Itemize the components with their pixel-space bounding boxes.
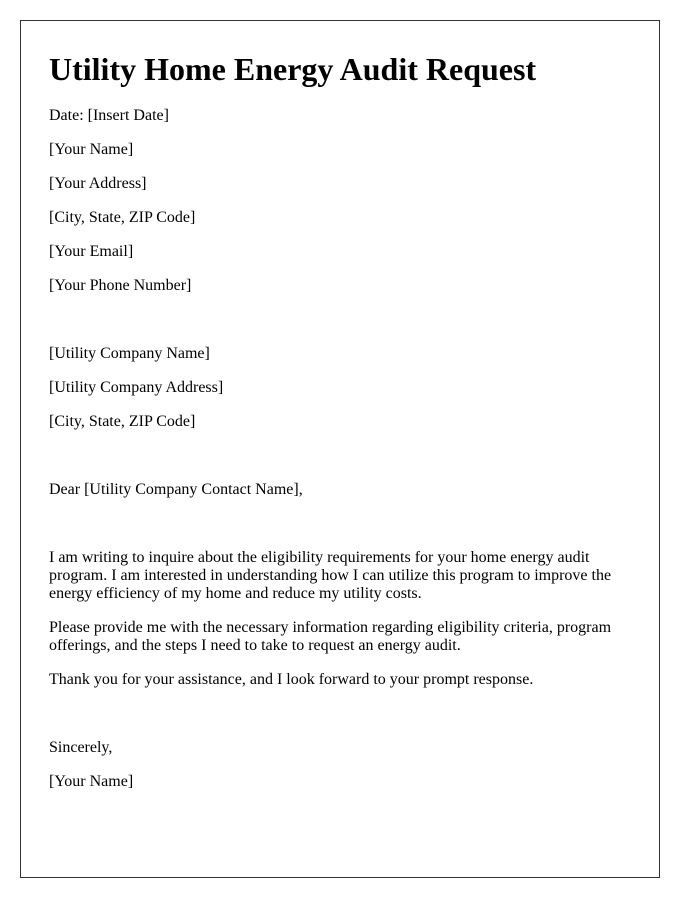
body-paragraph-3: Thank you for your assistance, and I look forward to your prompt response. <box>49 671 534 688</box>
date-line: Date: [Insert Date] <box>49 107 169 124</box>
section-spacer <box>49 447 631 481</box>
signature: [Your Name] <box>49 773 134 790</box>
recipient-city-state-zip: [City, State, ZIP Code] <box>49 413 196 430</box>
sender-city-state-zip: [City, State, ZIP Code] <box>49 209 196 226</box>
closing: Sincerely, <box>49 739 113 756</box>
body-paragraph-1: I am writing to inquire about the eligibility requirements for your home energy audit program. I am interested in understanding how I can utilize this program to improve the energy efficiency of my home and reduce my utility costs. <box>49 549 612 602</box>
body-paragraph-2: Please provide me with the necessary information regarding eligibility criteria, program offerings, and the steps I need to take to request an energy audit. <box>49 619 612 654</box>
section-spacer <box>49 311 631 345</box>
section-spacer <box>49 515 631 549</box>
sender-address: [Your Address] <box>49 175 147 192</box>
recipient-company-address: [Utility Company Address] <box>49 379 224 396</box>
letter-page <box>20 20 660 878</box>
sender-name: [Your Name] <box>49 141 134 158</box>
letter-title: Utility Home Energy Audit Request <box>49 51 537 87</box>
sender-email: [Your Email] <box>49 243 134 260</box>
salutation: Dear [Utility Company Contact Name], <box>49 481 303 498</box>
sender-phone: [Your Phone Number] <box>49 277 192 294</box>
section-spacer <box>49 705 631 739</box>
recipient-company-name: [Utility Company Name] <box>49 345 210 362</box>
